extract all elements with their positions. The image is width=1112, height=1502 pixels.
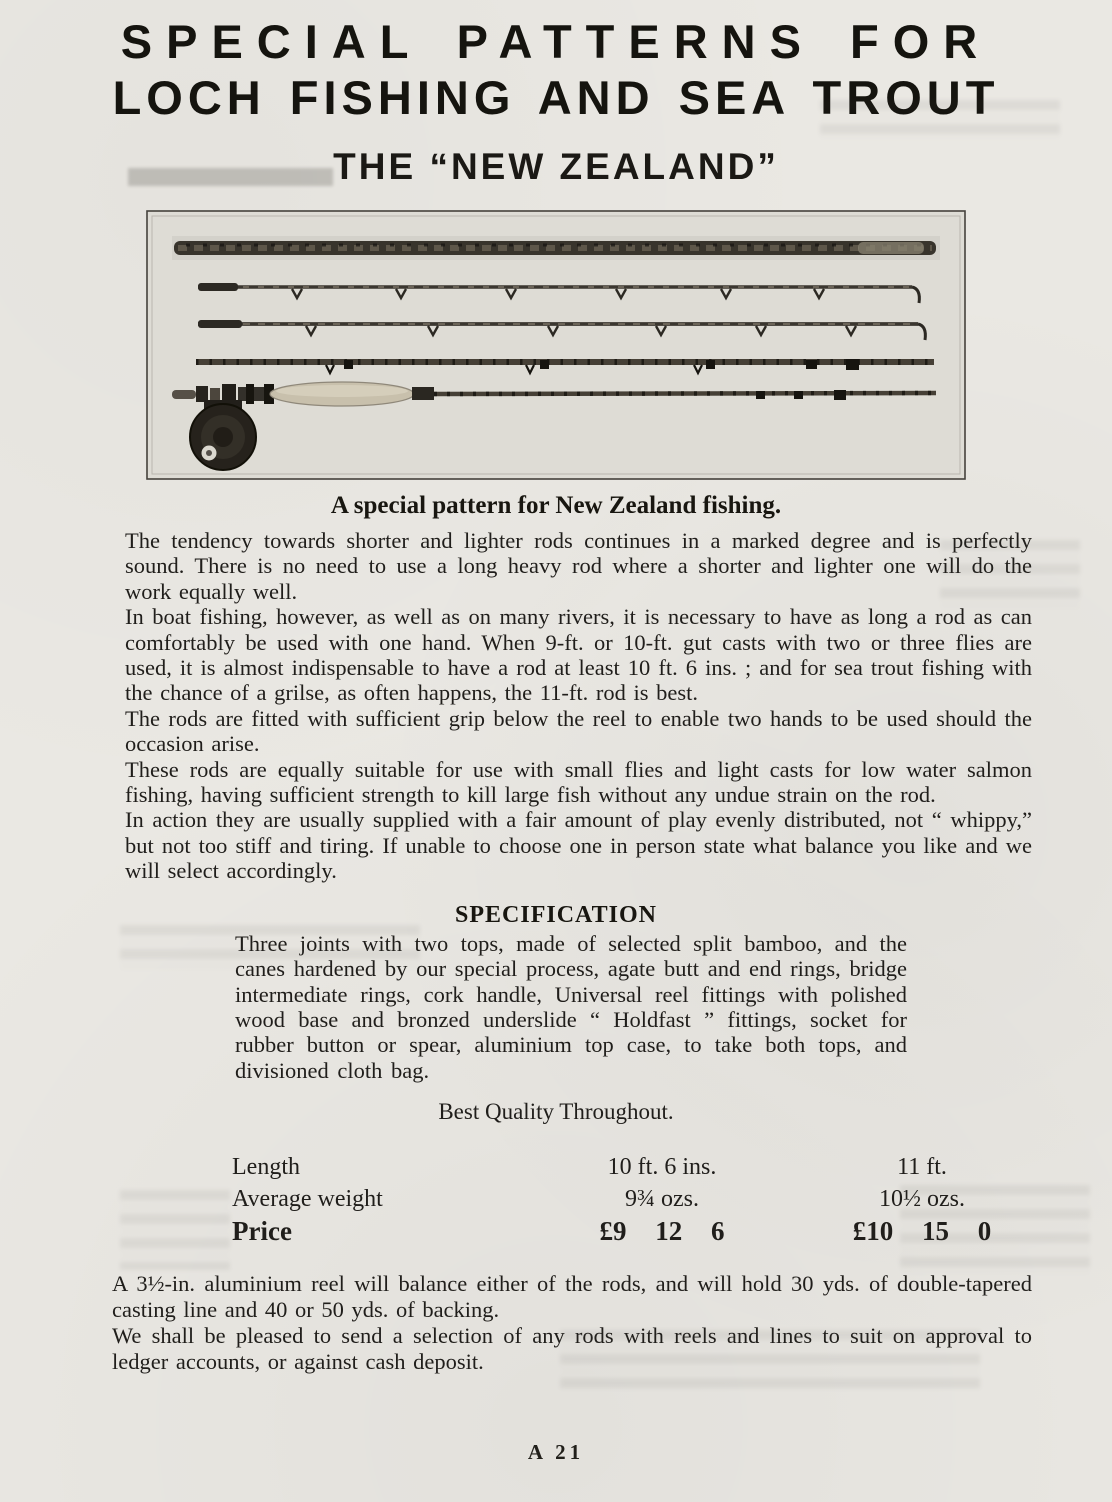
page-number: A 21 [527, 1440, 585, 1464]
specification-text: Three joints with two tops, made of selected split bamboo, and the canes hardened by our special process, agate butt and end rings, bridge intermediate rings, cork handle, Universal reel fittings with polished wood base and bronzed underslide “ Holdfast ” fittings, socket for rubber button or spear, aluminium top case, to take both tops, and divisioned cloth bag. [235, 930, 907, 1083]
figure-caption: A special pattern for New Zealand fishing. [330, 492, 782, 519]
closing-copy [112, 1271, 1032, 1374]
weight-10ft6: 9¾ ozs. [625, 1186, 699, 1213]
price-table [232, 1151, 1042, 1247]
paragraph-salmon: These rods are equally suitable for use with small flies and light casts for low water salmon fishing, having sufficient strength to kill large fish without any undue strain on the rod. [125, 756, 1032, 808]
price-11ft: £10 15 0 [852, 1216, 992, 1247]
quality-line: Best Quality Throughout. [438, 1099, 674, 1125]
title-line-2: LOCH FISHING AND SEA TROUT [112, 71, 1000, 124]
paragraph-grip: The rods are fitted with sufficient grip below the reel to enable two hands to be used should the occasion arise. [125, 705, 1032, 757]
body-copy [125, 528, 1032, 884]
rod-photo-illustration [146, 210, 966, 480]
weight-11ft: 10½ ozs. [879, 1186, 965, 1213]
row-label: Price [232, 1216, 292, 1247]
row-label: Average weight [232, 1186, 383, 1213]
paragraph-approval: We shall be pleased to send a selection of any rods with reels and lines to suit on approval to ledger accounts, or against cash deposit. [112, 1322, 1032, 1374]
specification-heading: SPECIFICATION [455, 901, 657, 928]
length-11ft: 11 ft. [897, 1154, 947, 1181]
paragraph-reel: A 3½-in. aluminium reel will balance either of the rods, and will hold 30 yds. of double-tapered casting line and 40 or 50 yds. of backing. [112, 1271, 1032, 1322]
paragraph-boat-fishing: In boat fishing, however, as well as on many rivers, it is necessary to have as long a rod as can comfortably be used with one hand. When 9-ft. or 10-ft. gut casts with two or three flies are used, it is almost indispensable to have a rod at least 10 ft. 6 ins. ; and for sea trout fishing with the chance of a grilse, as often happens, the 11-ft. rod is best. [125, 604, 1032, 706]
length-10ft6: 10 ft. 6 ins. [607, 1154, 717, 1181]
rod-photograph [146, 210, 966, 480]
ghost-smudge [120, 1190, 230, 1270]
row-label: Length [232, 1154, 300, 1181]
table-row-price [232, 1215, 1042, 1247]
model-name: THE “NEW ZEALAND” [333, 146, 779, 187]
paragraph-rod-tendency: The tendency towards shorter and lighter rods continues in a marked degree and is perfectly sound. There is no need to use a long heavy rod where a shorter and lighter one will do the work equally well. [125, 528, 1032, 604]
page-title [0, 0, 1112, 126]
table-row-length [232, 1151, 1042, 1183]
price-10ft6: £9 12 6 [599, 1216, 725, 1247]
table-row-weight [232, 1183, 1042, 1215]
title-line-1: SPECIAL PATTERNS FOR [120, 15, 992, 68]
paragraph-action: In action they are usually supplied with a fair amount of play evenly distributed, not “ whippy,” but not too stiff and tiring. If unable to choose one in person state what balance you like and we will select accordingly. [125, 807, 1032, 884]
